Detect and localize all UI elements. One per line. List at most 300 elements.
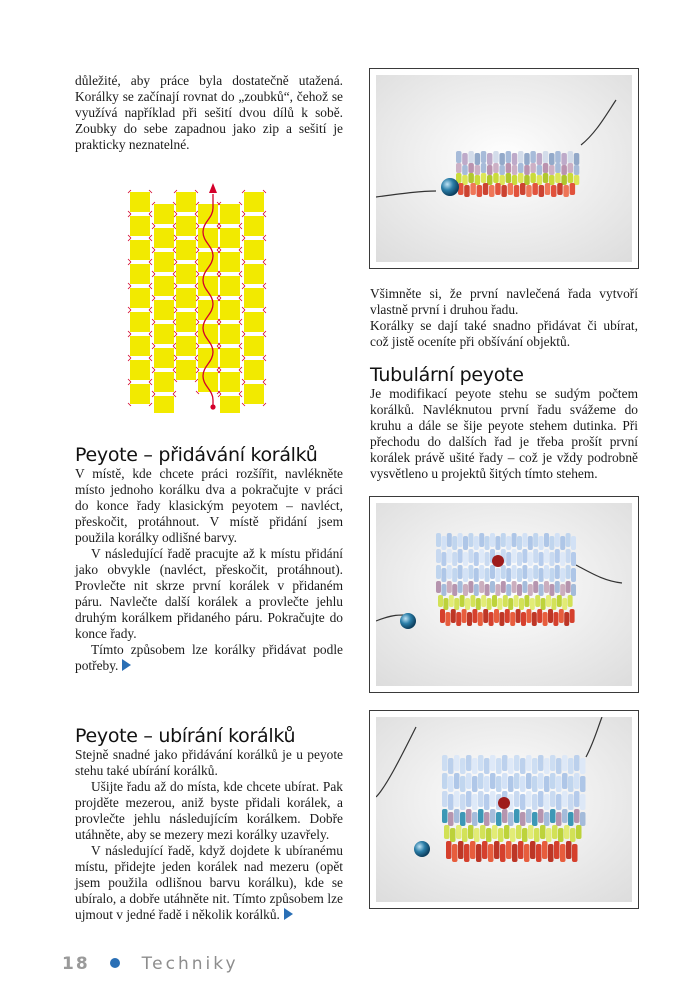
bead [570,609,575,623]
bead [536,844,542,862]
bead [539,185,545,197]
bead [541,598,546,610]
bead [474,552,479,566]
bead [561,165,567,175]
bead [580,794,586,810]
bead [454,791,460,807]
bead [519,598,524,610]
bead [566,549,571,563]
bead [474,584,479,596]
bead [479,533,484,547]
bead [483,609,488,623]
tubular-p1: Je modifikací peyote stehu se sudým počtem korálků. Navléknutou první řadu svážeme do kruhu a dále se šije peyote stehem dutinka. Při přechodu do dalších řad je třeba prošít první korálek právě ušité řady – což je vždy podrobně vysvětleno u projektů šitých tímto stehem. [370,386,638,481]
bead [481,173,487,183]
bead [544,533,549,547]
bead [490,791,496,807]
bead [514,809,520,823]
bead [481,151,487,163]
bead [490,755,496,771]
bead [485,552,490,566]
diagram-bead [176,192,196,212]
bead [508,183,513,195]
bead [549,568,554,582]
bead [501,565,506,579]
adding-section [75,444,343,674]
bead [562,598,567,610]
bead [539,568,544,582]
bead [574,791,580,807]
bead [521,612,526,626]
removing-p3-text: V následující řadě, když dojdete k ubíranému místu, přidejte jeden korálek nad mezeru (opět jsem použila odlišnou barvu korálku), kde se ubíralo, a dobře utáhněte nit. Tímto způsobem lze ujmout v jedné řadě i několik korálků. [75,843,343,922]
diagram-bead [154,324,174,344]
bead [499,612,504,626]
bead [460,812,466,826]
bead [490,581,495,593]
bead [487,598,492,610]
bead [484,776,490,792]
bead [499,175,505,185]
bead [462,175,468,185]
bead [478,612,483,626]
bead [549,175,555,185]
bead [490,565,495,579]
diagram-bead [244,384,264,404]
bead [557,183,563,195]
bead [470,595,475,607]
bead [465,598,470,610]
diagram-bead [154,372,174,392]
bead [580,812,586,826]
bead [475,153,481,165]
bead [522,549,527,563]
bead [543,173,549,183]
bead [549,536,554,550]
bead [501,185,507,197]
photo-2-image [376,503,632,686]
bead [454,809,460,823]
bead [550,791,556,807]
bead [564,612,569,626]
bead [487,153,493,165]
bead [526,609,531,623]
diagram-bead [176,264,196,284]
photo-3-image [376,717,632,902]
bead [566,581,571,593]
bead [470,183,476,195]
diagram-bead [130,264,150,284]
bead [574,175,580,185]
bead [441,584,446,596]
diagram-bead [220,228,240,248]
diagram-bead [220,396,240,413]
bead [560,568,565,582]
diagram-bead [244,288,264,308]
bead [539,552,544,566]
bead [490,533,495,547]
bead [520,183,526,195]
bead [556,812,562,826]
bead [505,609,510,623]
bead [530,151,536,163]
bead [520,812,526,826]
bead [468,565,473,579]
bead [512,581,517,593]
diagram-bead [244,216,264,236]
bead [566,533,571,547]
diagram-bead [154,204,174,224]
bead [512,533,517,547]
bead [442,791,448,807]
bead [518,151,524,163]
bead [458,841,464,859]
bead [495,568,500,582]
bead [571,536,576,550]
bead [456,151,462,163]
bead [479,549,484,563]
diagram-bead [130,384,150,404]
removing-p3 [75,843,343,923]
bead [524,153,530,165]
bead [571,584,576,596]
bead [452,844,458,862]
bead [463,536,468,550]
bead [561,175,567,185]
bead [476,844,482,862]
bead [544,581,549,593]
tubular-heading: Tubulární peyote [370,364,524,386]
bead [568,163,574,173]
bead [442,773,448,789]
bead [451,609,456,623]
bead [506,841,512,859]
bead [559,609,564,623]
bead [464,185,470,197]
diagram-bead [154,252,174,272]
bead [544,776,550,792]
bead [514,755,520,771]
bead [489,185,495,197]
bead [514,773,520,789]
bead [448,758,454,774]
bead [478,791,484,807]
bead [532,794,538,810]
bead [574,755,580,771]
bead [526,755,532,771]
bead [436,549,441,563]
bead [467,612,472,626]
bead [506,173,512,183]
bead [522,565,527,579]
bead [510,828,516,842]
bead [555,565,560,579]
play-arrow-icon [122,659,131,671]
bead [462,165,468,175]
bead [568,173,574,183]
bead [495,584,500,596]
bead [526,185,532,197]
bead [499,165,505,175]
bead [548,844,554,862]
bead [528,584,533,596]
bead [544,565,549,579]
bead [484,794,490,810]
bead [558,828,564,842]
bead [533,565,538,579]
bead [544,812,550,826]
bead [512,549,517,563]
diagram-bead [176,240,196,260]
bead [571,552,576,566]
bead [506,151,512,163]
diagram-bead [176,288,196,308]
bead [561,153,567,165]
bead [556,794,562,810]
bead [555,533,560,547]
arrow-up-icon [209,183,217,193]
bead [534,828,540,842]
bead [574,165,580,175]
bead [514,595,519,607]
removing-heading: Peyote – ubírání korálků [75,725,296,747]
bead [508,598,513,610]
bead [516,825,522,839]
bead [560,536,565,550]
bead [566,841,572,859]
bead [544,758,550,774]
bead [516,609,521,623]
bead [526,773,532,789]
bead [562,791,568,807]
bead [546,828,552,842]
bead [493,173,499,183]
bead [493,163,499,173]
bead [568,794,574,810]
bead [498,828,504,842]
bead [479,581,484,593]
bead [504,825,510,839]
bead [460,595,465,607]
bead [496,812,502,826]
bead [512,165,518,175]
bead [468,581,473,593]
bead [490,773,496,789]
bead [436,565,441,579]
diagram-bead [244,264,264,284]
bead [512,565,517,579]
bead [576,825,582,839]
diagram-bead [220,324,240,344]
bead [460,794,466,810]
bead [452,536,457,550]
bead [512,153,518,165]
bead [448,812,454,826]
bead [574,809,580,823]
bead [458,533,463,547]
diagram-bead [220,300,240,320]
bead [486,828,492,842]
bead [524,175,530,185]
diagram-bead [176,360,196,380]
bead [546,595,551,607]
bead [462,828,468,842]
bead [495,536,500,550]
bead [454,773,460,789]
bead [496,776,502,792]
bead [472,794,478,810]
bead [566,565,571,579]
bead [553,612,558,626]
bead [484,758,490,774]
bead [538,791,544,807]
bead [500,844,506,862]
bead [481,595,486,607]
bead [456,163,462,173]
bead [560,844,566,862]
bead [454,598,459,610]
bead [555,163,561,173]
bead [450,828,456,842]
bead [557,595,562,607]
bead [485,584,490,596]
diagram-bead [176,216,196,236]
bead [447,565,452,579]
bead [506,552,511,566]
bead [572,844,578,862]
bead [524,844,530,862]
bead [532,612,537,626]
diagram-bead [220,252,240,272]
bead [533,533,538,547]
bead [496,758,502,774]
bead [528,552,533,566]
bead [538,755,544,771]
bead [563,185,569,197]
bead [442,755,448,771]
diagram-bead [130,240,150,260]
bead [485,536,490,550]
bead [445,612,450,626]
bead [478,809,484,823]
bead [571,568,576,582]
adding-p3 [75,642,343,674]
bead [549,552,554,566]
diagram-bead [130,216,150,236]
bead [474,536,479,550]
bead [502,755,508,771]
bead [472,812,478,826]
bead [472,609,477,623]
bead [550,755,556,771]
bead [468,825,474,839]
bead [462,153,468,165]
peyote-zipper-diagram [118,178,278,413]
adding-p3-text: Tímto způsobem lze korálky přidávat podle potřeby. [75,642,343,673]
bead [542,841,548,859]
bead [499,153,505,165]
diagram-bead [154,348,174,368]
bead [480,825,486,839]
bead [552,825,558,839]
bead [555,151,561,163]
bead [490,809,496,823]
bead [468,549,473,563]
diagram-bead [154,396,174,413]
bead [560,552,565,566]
bead [539,584,544,596]
bead [456,825,462,839]
bead [475,175,481,185]
bead [520,794,526,810]
page-number: 18 [62,954,90,974]
bead [462,609,467,623]
bead [537,175,543,185]
bead [493,151,499,163]
bead [570,828,576,842]
bead [539,536,544,550]
photo-beadwork-start [369,68,639,269]
bead [555,549,560,563]
bead [485,568,490,582]
bead [492,825,498,839]
bead [532,183,538,195]
bead [470,841,476,859]
bead [463,552,468,566]
diagram-bead [130,288,150,308]
bead [478,773,484,789]
bead [514,791,520,807]
bead [526,791,532,807]
bead [464,844,470,862]
bead [442,809,448,823]
bead [456,612,461,626]
bead [468,173,474,183]
bead [554,841,560,859]
note-section [370,286,638,350]
photo-beadwork-removing [369,710,639,909]
bead [544,794,550,810]
bead [474,828,480,842]
photo-1-image [376,75,632,262]
bead [517,552,522,566]
bead [481,163,487,173]
bead [494,609,499,623]
bead [506,163,512,173]
bead [488,844,494,862]
adding-p1: V místě, kde chcete práci rozšířit, navlékněte místo jednoho korálku dva a pokračujte v práci do konce řady klasickým peyotem – navléct, přeskočit, protáhnout. V místě přidání jsem použila korálky odlišné barvy. [75,466,343,545]
bead [483,183,489,195]
bead [514,185,520,197]
diagram-bead [130,192,150,212]
bead [549,165,555,175]
bead [506,584,511,596]
bead [441,536,446,550]
bead [532,776,538,792]
bead [448,794,454,810]
bead [436,581,441,593]
tubular-section [370,364,638,482]
bead [468,533,473,547]
bead [508,776,514,792]
bead [449,595,454,607]
bead [528,568,533,582]
bead [508,758,514,774]
bead [497,598,502,610]
bead [544,549,549,563]
bead [463,584,468,596]
diagram-bead [220,348,240,368]
bead [506,568,511,582]
bead [478,755,484,771]
